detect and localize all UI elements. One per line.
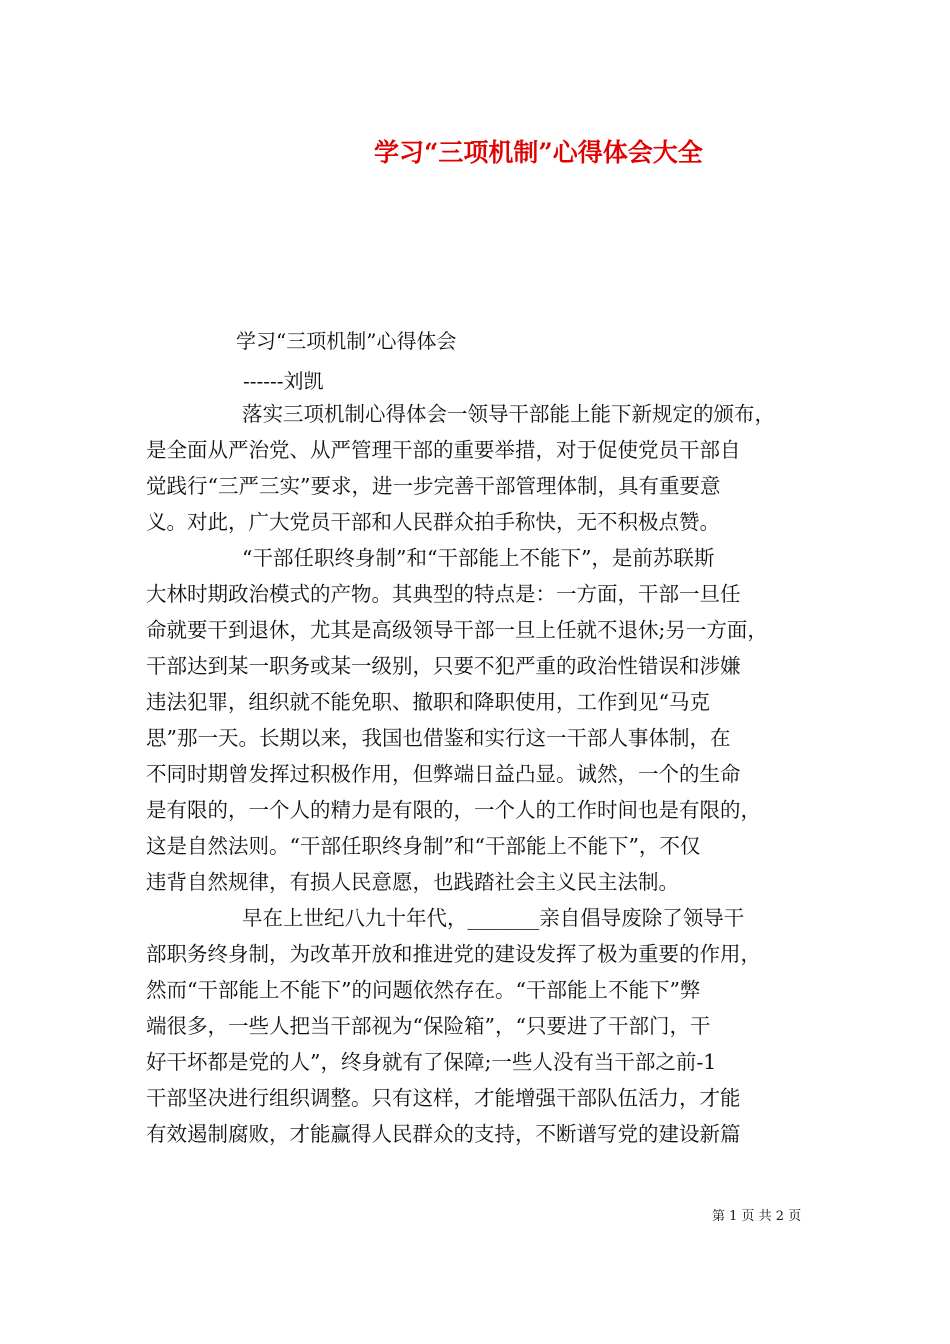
body-line: 是全面从严治党、从严管理干部的重要举措，对于促使党员干部自: [146, 438, 741, 462]
body-line: 早在上世纪八九十年代，_______亲自倡导废除了领导干: [242, 906, 745, 930]
body-line: 觉践行“三严三实”要求，进一步完善干部管理体制，具有重要意: [146, 474, 721, 498]
body-line: 端很多，一些人把当干部视为“保险箱”，“只要进了干部门，干: [146, 1014, 711, 1038]
page-footer: 第 1 页 共 2 页: [712, 1209, 802, 1224]
article-subtitle: 学习“三项机制”心得体会: [236, 329, 457, 353]
body-line: 部职务终身制，为改革开放和推进党的建设发挥了极为重要的作用，: [146, 942, 761, 966]
article-author: ------刘凯: [243, 369, 324, 393]
body-line: 违背自然规律，有损人民意愿，也践踏社会主义民主法制。: [146, 870, 679, 894]
body-line: 大林时期政治模式的产物。其典型的特点是：一方面，干部一旦任: [146, 582, 741, 606]
body-line: 违法犯罪，组织就不能免职、撤职和降职使用，工作到见“马克: [146, 690, 710, 714]
body-line: 有效遏制腐败，才能赢得人民群众的支持，不断谱写党的建设新篇: [146, 1122, 741, 1146]
body-line: 干部达到某一职务或某一级别，只要不犯严重的政治性错误和涉嫌: [146, 654, 741, 678]
body-line: 这是自然法则。“干部任职终身制”和“干部能上不能下”，不仅: [146, 834, 701, 858]
body-line: 思”那一天。长期以来，我国也借鉴和实行这一干部人事体制，在: [146, 726, 731, 750]
body-line: 然而“干部能上不能下”的问题依然存在。“干部能上不能下”弊: [146, 978, 701, 1002]
document-title: 学习“三项机制”心得体会大全: [374, 138, 703, 167]
body-line: 义。对此，广大党员干部和人民群众拍手称快，无不积极点赞。: [146, 510, 720, 534]
body-line: 干部坚决进行组织调整。只有这样，才能增强干部队伍活力，才能: [146, 1086, 741, 1110]
body-line: 落实三项机制心得体会一领导干部能上能下新规定的颁布，: [242, 402, 775, 426]
body-line: “干部任职终身制”和“干部能上不能下”，是前苏联斯: [242, 546, 715, 570]
body-line: 不同时期曾发挥过积极作用，但弊端日益凸显。诚然，一个的生命: [146, 762, 741, 786]
body-line: 好干坏都是党的人”，终身就有了保障;一些人没有当干部之前-1: [146, 1050, 717, 1074]
article-body: [146, 396, 810, 1152]
body-line: 是有限的，一个人的精力是有限的，一个人的工作时间也是有限的，: [146, 798, 761, 822]
body-line: 命就要干到退休，尤其是高级领导干部一旦上任就不退休;另一方面，: [146, 618, 768, 642]
